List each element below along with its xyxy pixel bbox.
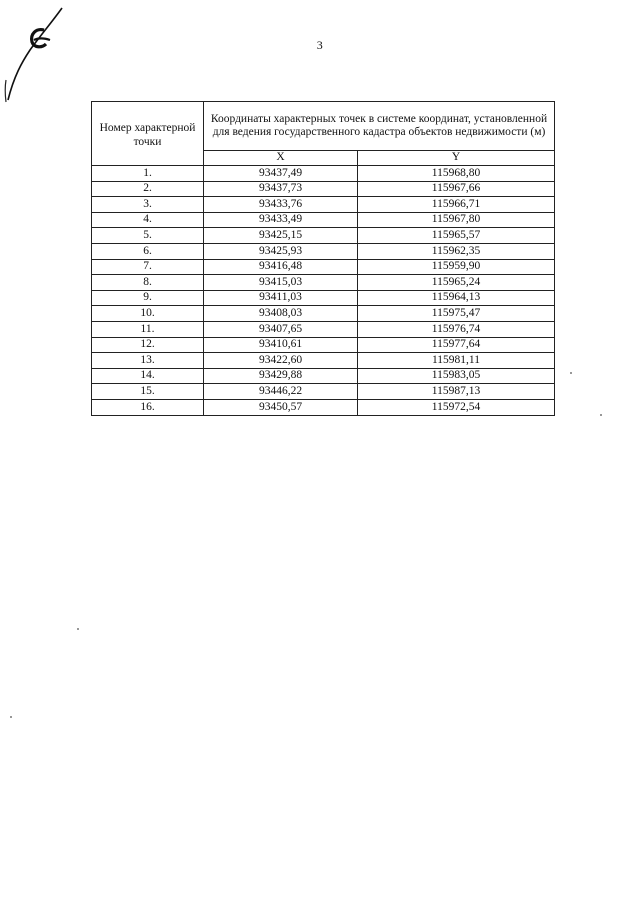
x-coordinate-cell: 93410,61 <box>204 337 358 353</box>
point-number-cell: 6. <box>92 243 204 259</box>
x-coordinate-cell: 93411,03 <box>204 290 358 306</box>
scan-speck <box>77 628 79 630</box>
y-coordinate-cell: 115965,57 <box>358 228 555 244</box>
y-coordinate-cell: 115983,05 <box>358 368 555 384</box>
table-row <box>92 399 555 415</box>
table-row <box>92 243 555 259</box>
x-coordinate-cell: 93433,76 <box>204 197 358 213</box>
x-axis-header: X <box>204 151 358 166</box>
page-number: 3 <box>316 38 324 52</box>
x-coordinate-cell: 93429,88 <box>204 368 358 384</box>
x-coordinate-cell: 93422,60 <box>204 353 358 369</box>
x-coordinate-cell: 93408,03 <box>204 306 358 322</box>
point-number-cell: 16. <box>92 399 204 415</box>
table-row <box>92 290 555 306</box>
point-number-cell: 11. <box>92 321 204 337</box>
handwritten-signature <box>0 0 90 110</box>
point-number-cell: 9. <box>92 290 204 306</box>
y-coordinate-cell: 115959,90 <box>358 259 555 275</box>
scan-speck <box>10 716 12 718</box>
y-coordinate-cell: 115976,74 <box>358 321 555 337</box>
point-number-cell: 4. <box>92 212 204 228</box>
y-coordinate-cell: 115987,13 <box>358 384 555 400</box>
table-row <box>92 181 555 197</box>
point-number-cell: 7. <box>92 259 204 275</box>
x-coordinate-cell: 93446,22 <box>204 384 358 400</box>
x-coordinate-cell: 93416,48 <box>204 259 358 275</box>
y-coordinate-cell: 115962,35 <box>358 243 555 259</box>
table-row <box>92 384 555 400</box>
y-coordinate-cell: 115967,80 <box>358 212 555 228</box>
point-number-cell: 10. <box>92 306 204 322</box>
y-coordinate-cell: 115975,47 <box>358 306 555 322</box>
point-number-cell: 12. <box>92 337 204 353</box>
table-row <box>92 321 555 337</box>
x-coordinate-cell: 93407,65 <box>204 321 358 337</box>
point-number-cell: 2. <box>92 181 204 197</box>
table-row <box>92 259 555 275</box>
y-coordinate-cell: 115968,80 <box>358 166 555 182</box>
point-number-header: Номер характерной точки <box>92 102 204 166</box>
y-coordinate-cell: 115981,11 <box>358 353 555 369</box>
table-body <box>92 166 555 416</box>
table-row <box>92 228 555 244</box>
scan-speck <box>570 372 572 374</box>
table-row <box>92 306 555 322</box>
x-coordinate-cell: 93437,73 <box>204 181 358 197</box>
table-row <box>92 368 555 384</box>
point-number-cell: 8. <box>92 275 204 291</box>
point-number-cell: 14. <box>92 368 204 384</box>
coordinates-header: Координаты характерных точек в системе координат, установленной для ведения государственного кадастра объектов недвижимости (м) <box>204 102 555 151</box>
x-coordinate-cell: 93437,49 <box>204 166 358 182</box>
table-row <box>92 275 555 291</box>
x-coordinate-cell: 93425,15 <box>204 228 358 244</box>
y-axis-header: Y <box>358 151 555 166</box>
scan-speck <box>600 414 602 416</box>
y-coordinate-cell: 115964,13 <box>358 290 555 306</box>
y-coordinate-cell: 115965,24 <box>358 275 555 291</box>
table-row <box>92 197 555 213</box>
x-coordinate-cell: 93425,93 <box>204 243 358 259</box>
point-number-cell: 3. <box>92 197 204 213</box>
y-coordinate-cell: 115966,71 <box>358 197 555 213</box>
coordinates-table <box>91 101 555 416</box>
table-row <box>92 337 555 353</box>
table-row <box>92 212 555 228</box>
table-row <box>92 353 555 369</box>
x-coordinate-cell: 93450,57 <box>204 399 358 415</box>
table-header-row <box>92 102 555 151</box>
point-number-cell: 13. <box>92 353 204 369</box>
y-coordinate-cell: 115977,64 <box>358 337 555 353</box>
y-coordinate-cell: 115967,66 <box>358 181 555 197</box>
x-coordinate-cell: 93433,49 <box>204 212 358 228</box>
table-row <box>92 166 555 182</box>
point-number-cell: 15. <box>92 384 204 400</box>
x-coordinate-cell: 93415,03 <box>204 275 358 291</box>
point-number-cell: 1. <box>92 166 204 182</box>
point-number-cell: 5. <box>92 228 204 244</box>
y-coordinate-cell: 115972,54 <box>358 399 555 415</box>
